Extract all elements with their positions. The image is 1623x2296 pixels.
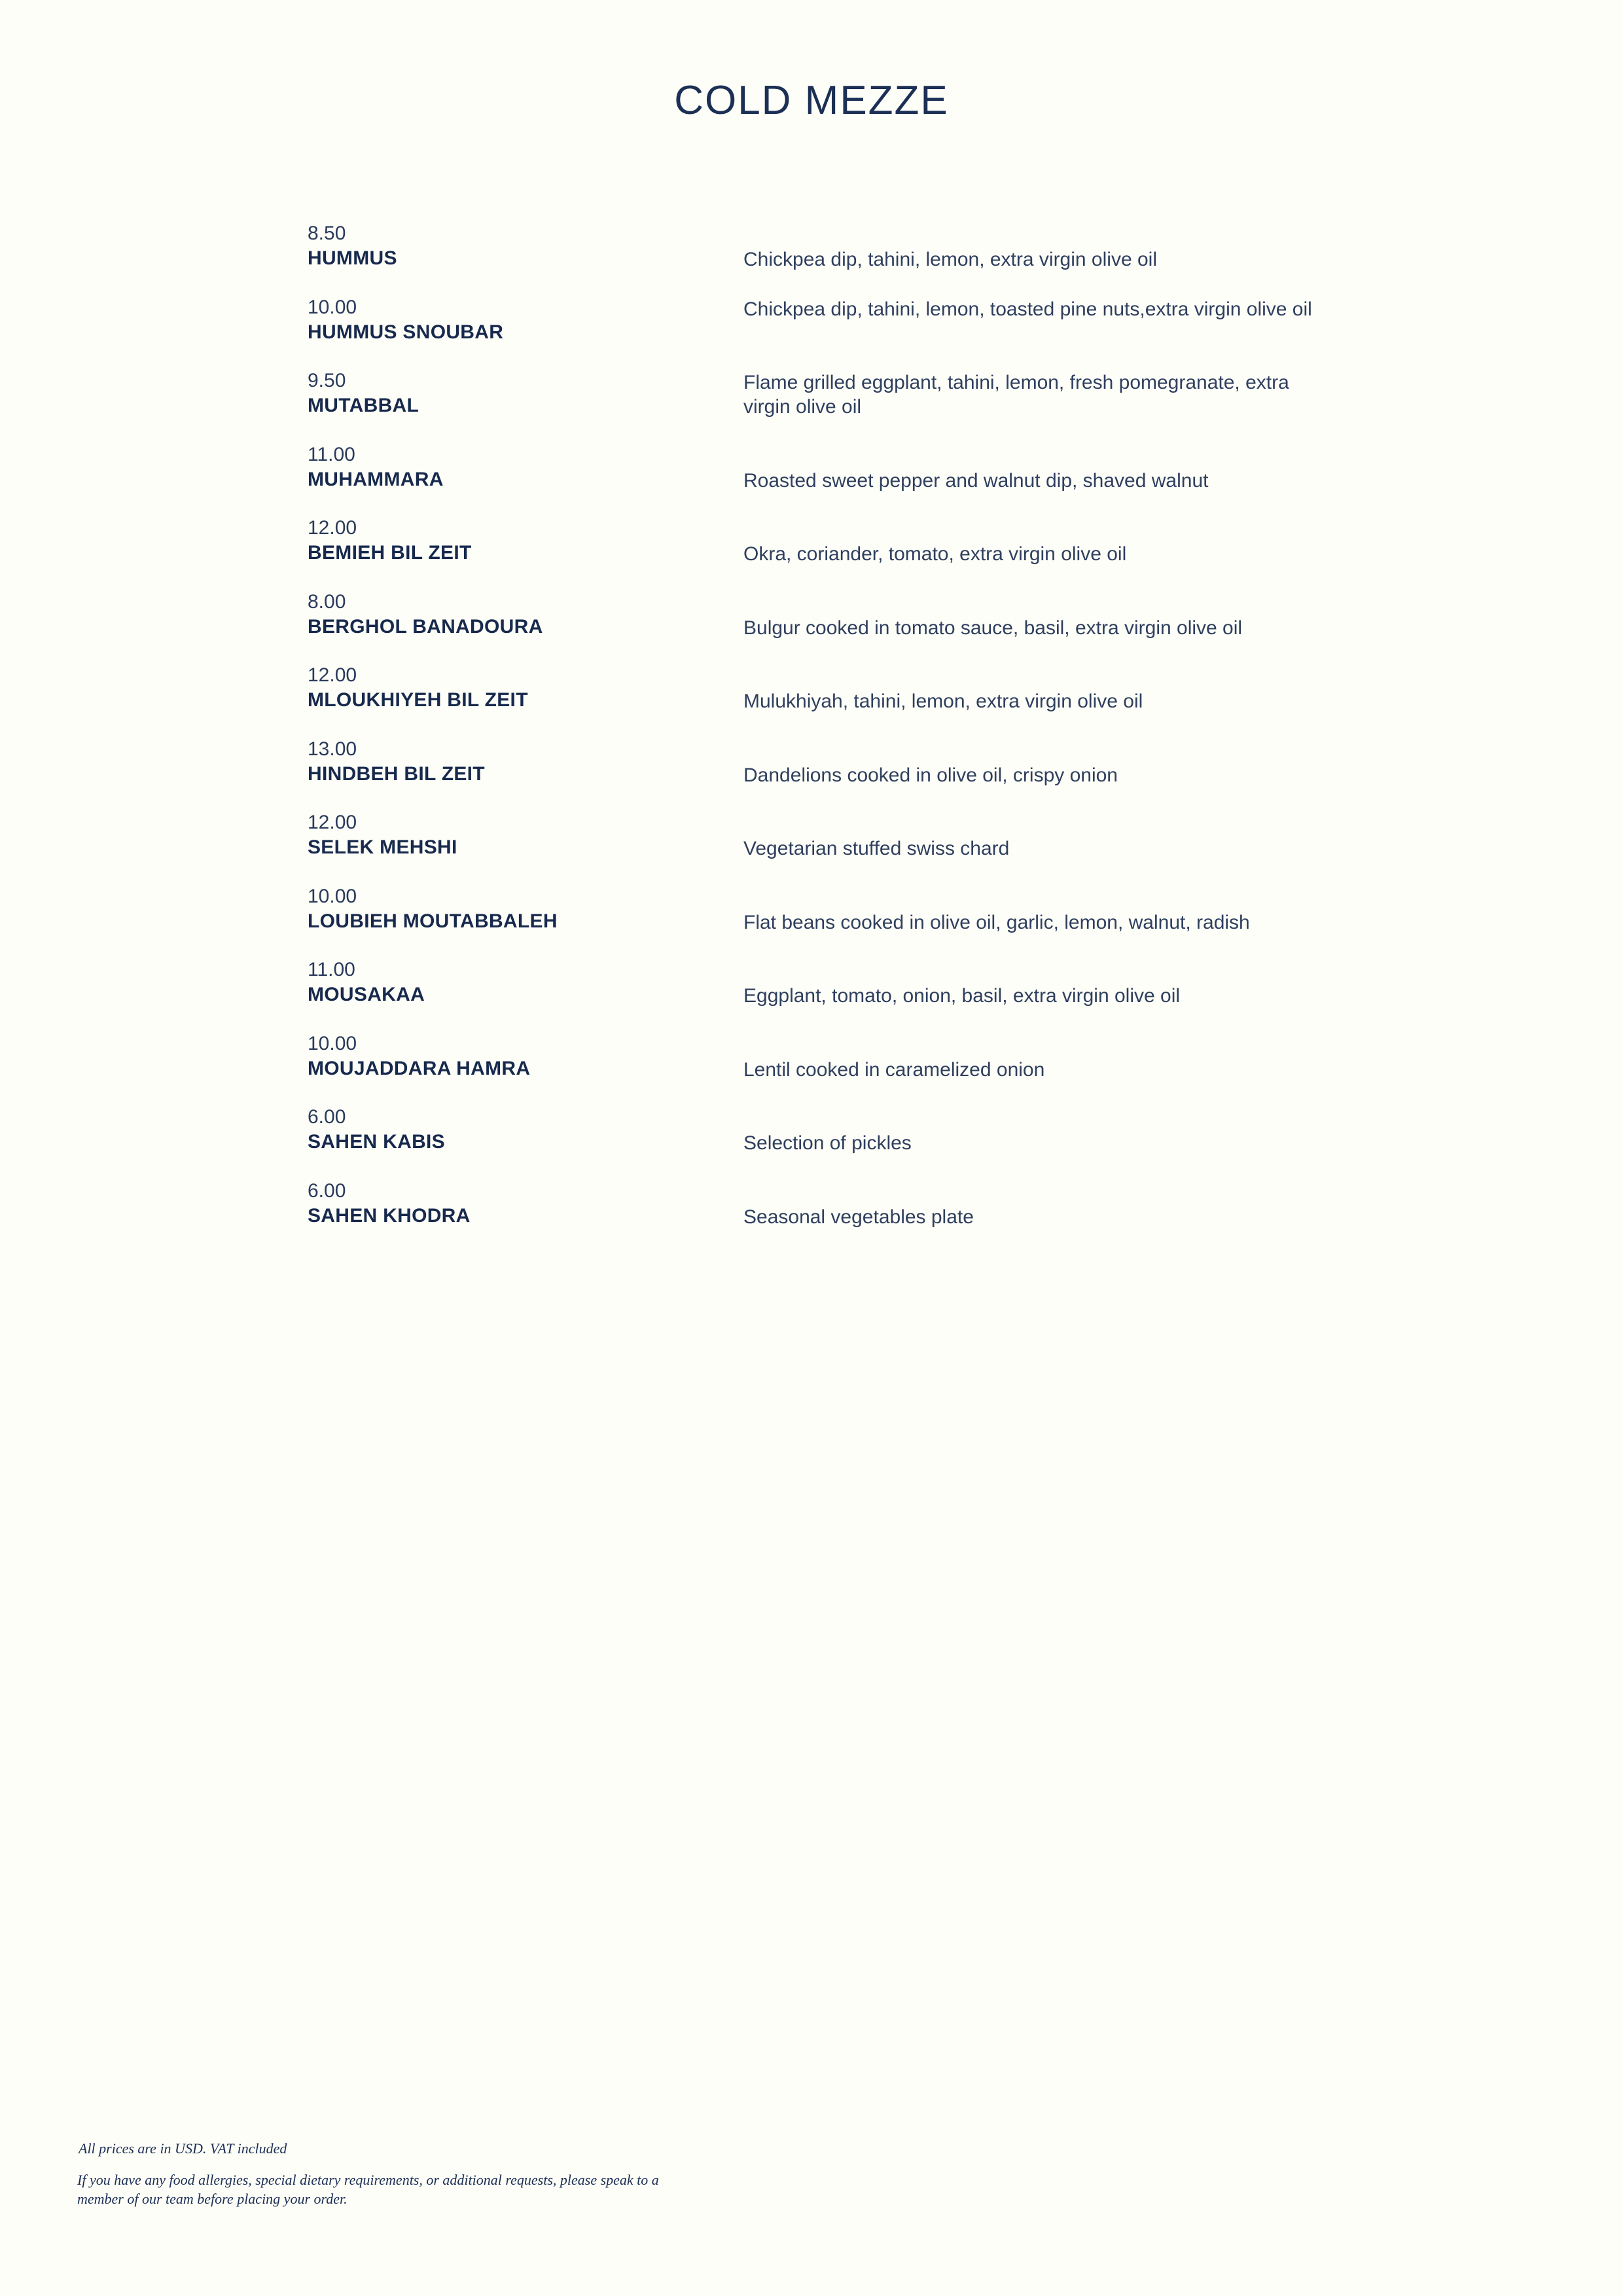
item-name: BEMIEH BIL ZEIT — [308, 542, 472, 564]
item-name: MUTABBAL — [308, 395, 419, 416]
item-name: SAHEN KHODRA — [308, 1204, 471, 1227]
item-name: MOUJADDARA HAMRA — [308, 1057, 531, 1079]
item-description: Okra, coriander, tomato, extra virgin olive oil — [743, 543, 1127, 565]
item-description: Vegetarian stuffed swiss chard — [743, 838, 1010, 859]
item-price: 13.00 — [308, 738, 357, 760]
menu-item — [308, 517, 1329, 591]
menu-item — [308, 664, 1329, 738]
item-price: 6.00 — [308, 1106, 346, 1128]
item-price: 12.00 — [308, 812, 357, 833]
menu-item — [308, 296, 1329, 370]
item-description: Chickpea dip, tahini, lemon, extra virgin olive oil — [743, 249, 1157, 270]
item-description: Eggplant, tomato, onion, basil, extra virgin olive oil — [743, 985, 1181, 1007]
menu-item — [308, 1106, 1329, 1180]
menu-item — [308, 959, 1329, 1033]
item-name: HUMMUS SNOUBAR — [308, 321, 504, 343]
item-price: 11.00 — [308, 959, 355, 980]
menu-item — [308, 812, 1329, 886]
menu-item — [308, 738, 1329, 812]
allergy-note: If you have any food allergies, special dietary requirements, or additional requests, please speak to a member of our team before placing your order. — [77, 2172, 659, 2207]
item-description: Seasonal vegetables plate — [743, 1206, 974, 1228]
item-price: 12.00 — [308, 517, 357, 539]
item-name: MOUSAKAA — [308, 984, 425, 1005]
item-price: 10.00 — [308, 1032, 357, 1054]
item-description: Mulukhiyah, tahini, lemon, extra virgin olive oil — [743, 691, 1143, 712]
page-title: COLD MEZZE — [674, 78, 949, 123]
menu-item — [308, 370, 1329, 444]
item-description: Bulgur cooked in tomato sauce, basil, extra virgin olive oil — [743, 617, 1243, 639]
item-description: Roasted sweet pepper and walnut dip, shaved walnut — [743, 469, 1209, 492]
item-price: 9.50 — [308, 370, 346, 391]
vat-note: All prices are in USD. VAT included — [79, 2140, 287, 2157]
item-price: 8.00 — [308, 590, 346, 613]
item-name: BERGHOL BANADOURA — [308, 615, 543, 637]
item-name: HUMMUS — [308, 247, 397, 269]
item-price: 8.50 — [308, 223, 346, 244]
item-description: Flat beans cooked in olive oil, garlic, lemon, walnut, radish — [743, 911, 1250, 933]
menu-item — [308, 444, 1329, 518]
item-price: 11.00 — [308, 443, 355, 465]
item-name: MLOUKHIYEH BIL ZEIT — [308, 689, 528, 711]
item-price: 6.00 — [308, 1179, 346, 1202]
item-description: Selection of pickles — [743, 1132, 912, 1154]
menu-item — [308, 1180, 1329, 1254]
item-price: 12.00 — [308, 664, 357, 686]
item-description: Chickpea dip, tahini, lemon, toasted pine nuts,extra virgin olive oil — [743, 298, 1312, 320]
item-price: 10.00 — [308, 885, 357, 907]
item-name: SELEK MEHSHI — [308, 836, 457, 858]
footer-notes — [77, 2140, 692, 2208]
menu-list — [308, 223, 1329, 1253]
item-name: MUHAMMARA — [308, 468, 444, 490]
menu-item — [308, 223, 1329, 296]
item-description: Flame grilled eggplant, tahini, lemon, fresh pomegranate, extra virgin olive oil — [743, 372, 1289, 418]
item-name: LOUBIEH MOUTABBALEH — [308, 910, 558, 932]
item-price: 10.00 — [308, 296, 357, 318]
item-name: SAHEN KABIS — [308, 1131, 445, 1153]
item-name: HINDBEH BIL ZEIT — [308, 762, 485, 785]
menu-item — [308, 591, 1329, 665]
item-description: Lentil cooked in caramelized onion — [743, 1058, 1045, 1081]
menu-item — [308, 886, 1329, 960]
menu-item — [308, 1033, 1329, 1107]
item-description: Dandelions cooked in olive oil, crispy onion — [743, 764, 1118, 786]
